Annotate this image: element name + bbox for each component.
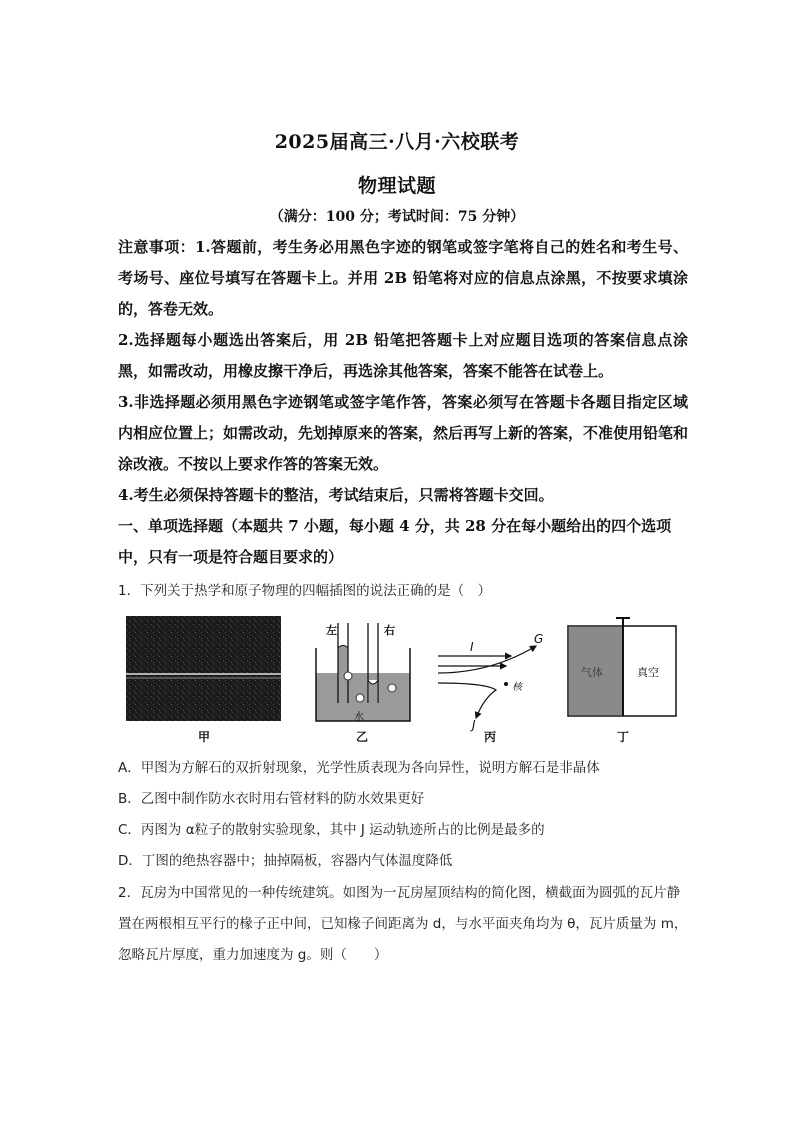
- notice-item-4: 4.考生必须保持答题卡的整洁，考试结束后，只需将答题卡交回。: [118, 486, 554, 504]
- exam-title: 2025届高三·八月·六校联考: [274, 131, 520, 153]
- figure-d-label: 丁: [617, 730, 630, 744]
- question-2-stem: 2．瓦房为中国常见的一种传统建筑。如图为一瓦房屋顶结构的简化图，横截面为圆弧的瓦片静置在两根相互平行的椽子正中间，已知椽子间距离为 d，与水平面夹角均为 θ，瓦片质量为 m，忽略瓦片厚度，重力加速度为 g。则（ ）: [118, 885, 688, 963]
- section-heading: 一、单项选择题（本题共 7 小题，每小题 4 分，共 28 分在每小题给出的四个选项中，只有一项是符合题目要求的）: [118, 517, 672, 566]
- figure-b-right-label: 右: [384, 624, 395, 637]
- figure-c: [436, 628, 548, 744]
- figure-d-gas-label: 气体: [581, 666, 603, 679]
- figure-c-nucleus-label: 核: [512, 682, 522, 693]
- question-1-option-c: C．丙图为 α粒子的散射实验现象，其中 J 运动轨迹所占的比例是最多的: [118, 822, 545, 838]
- question-1-option-a: A．甲图为方解石的双折射现象，光学性质表现为各向异性，说明方解石是非晶体: [118, 760, 600, 776]
- figure-d-vacuum-label: 真空: [637, 666, 659, 679]
- figure-b: [308, 618, 418, 744]
- figure-b-liquid-label: 水: [354, 712, 364, 723]
- figure-a: [126, 616, 281, 744]
- question-1-option-d: D．丁图的绝热容器中；抽掉隔板，容器内气体温度降低: [118, 853, 453, 869]
- notice-item-2: 2.选择题每小题选出答案后，用 2B 铅笔把答题卡上对应题目选项的答案信息点涂黑，如需改动，用橡皮擦干净后，再选涂其他答案，答案不能答在试卷上。: [118, 331, 688, 380]
- figure-c-G-label: G: [534, 632, 544, 646]
- question-1-figures: [118, 608, 688, 748]
- figure-d: [563, 616, 683, 744]
- figure-a-label: 甲: [198, 730, 211, 744]
- figure-a-image: [126, 616, 281, 721]
- figure-c-image: [436, 628, 548, 723]
- figure-b-left-label: 左: [326, 624, 337, 637]
- question-1-stem: 1．下列关于热学和原子物理的四幅插图的说法正确的是（ ）: [118, 583, 492, 599]
- figure-c-I-label: I: [470, 640, 474, 654]
- figure-b-label: 乙: [356, 730, 369, 744]
- exam-info: （满分：100 分；考试时间：75 分钟）: [269, 209, 525, 225]
- notice-item-1: 注意事项：1.答题前，考生务必用黑色字迹的钢笔或签字笔将自己的姓名和考生号、考场号、座位号填写在答题卡上。并用 2B 铅笔将对应的信息点涂黑，不按要求填涂的，答卷无效。: [118, 238, 688, 318]
- question-1-option-b: B．乙图中制作防水衣时用右管材料的防水效果更好: [118, 791, 425, 807]
- figure-c-J-label: J: [472, 718, 476, 732]
- subject-title: 物理试题: [357, 175, 436, 197]
- figure-c-label: 丙: [484, 730, 497, 744]
- notice-item-3: 3.非选择题必须用黑色字迹钢笔或签字笔作答，答案必须写在答题卡各题目指定区域内相应位置上；如需改动，先划掉原来的答案，然后再写上新的答案，不准使用铅笔和涂改液。不按以上要求作答的答案无效。: [118, 393, 689, 473]
